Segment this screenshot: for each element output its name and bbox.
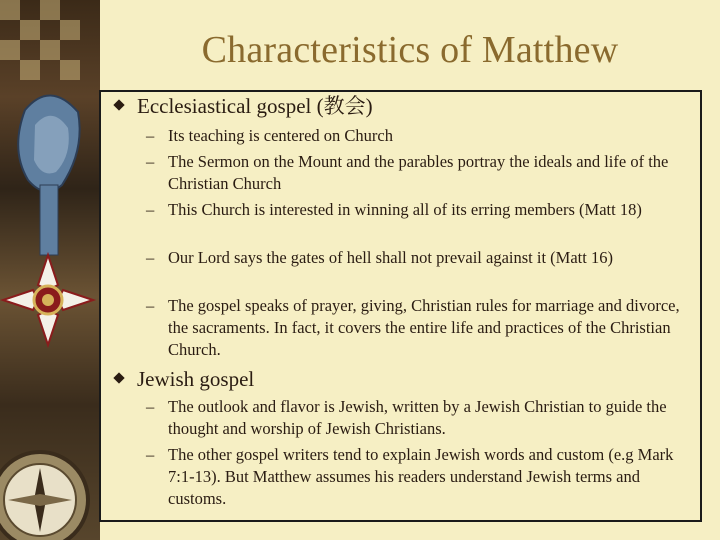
dash-bullet: – (146, 126, 155, 145)
list-item-text: The outlook and flavor is Jewish, written by a Jewish Christian to guide the thought and worship of Jewish Christians. (168, 397, 667, 438)
list-item-text: The other gospel writers tend to explain Jewish words and custom (e.g Mark 7:1-13). But Matthew assumes his readers understand Jewish terms and customs. (168, 445, 674, 508)
list-item-text: The gospel speaks of prayer, giving, Christian rules for marriage and divorce, the sacraments. In fact, it covers the entire life and practices of the Christian Church. (168, 296, 680, 359)
dash-bullet: – (146, 248, 155, 267)
list-item-text: The Sermon on the Mount and the parables portray the ideals and life of the Christian Church (168, 152, 669, 193)
section-heading-text: Ecclesiastical gospel (教会) (137, 94, 373, 118)
section-heading-text: Jewish gospel (137, 367, 255, 391)
medal-compass-decoration-icon (0, 0, 100, 540)
decorative-sidebar (0, 0, 100, 540)
list-item-text: This Church is interested in winning all of its erring members (Matt 18) (168, 200, 642, 219)
dash-bullet: – (146, 397, 155, 416)
dash-bullet: – (146, 152, 155, 171)
slide-title: Characteristics of Matthew (201, 29, 619, 71)
dash-bullet: – (146, 200, 155, 219)
list-item-text: Its teaching is centered on Church (168, 126, 393, 145)
dash-bullet: – (146, 296, 155, 315)
list-item-text: Our Lord says the gates of hell shall not prevail against it (Matt 16) (168, 248, 613, 267)
dash-bullet: – (146, 445, 155, 464)
